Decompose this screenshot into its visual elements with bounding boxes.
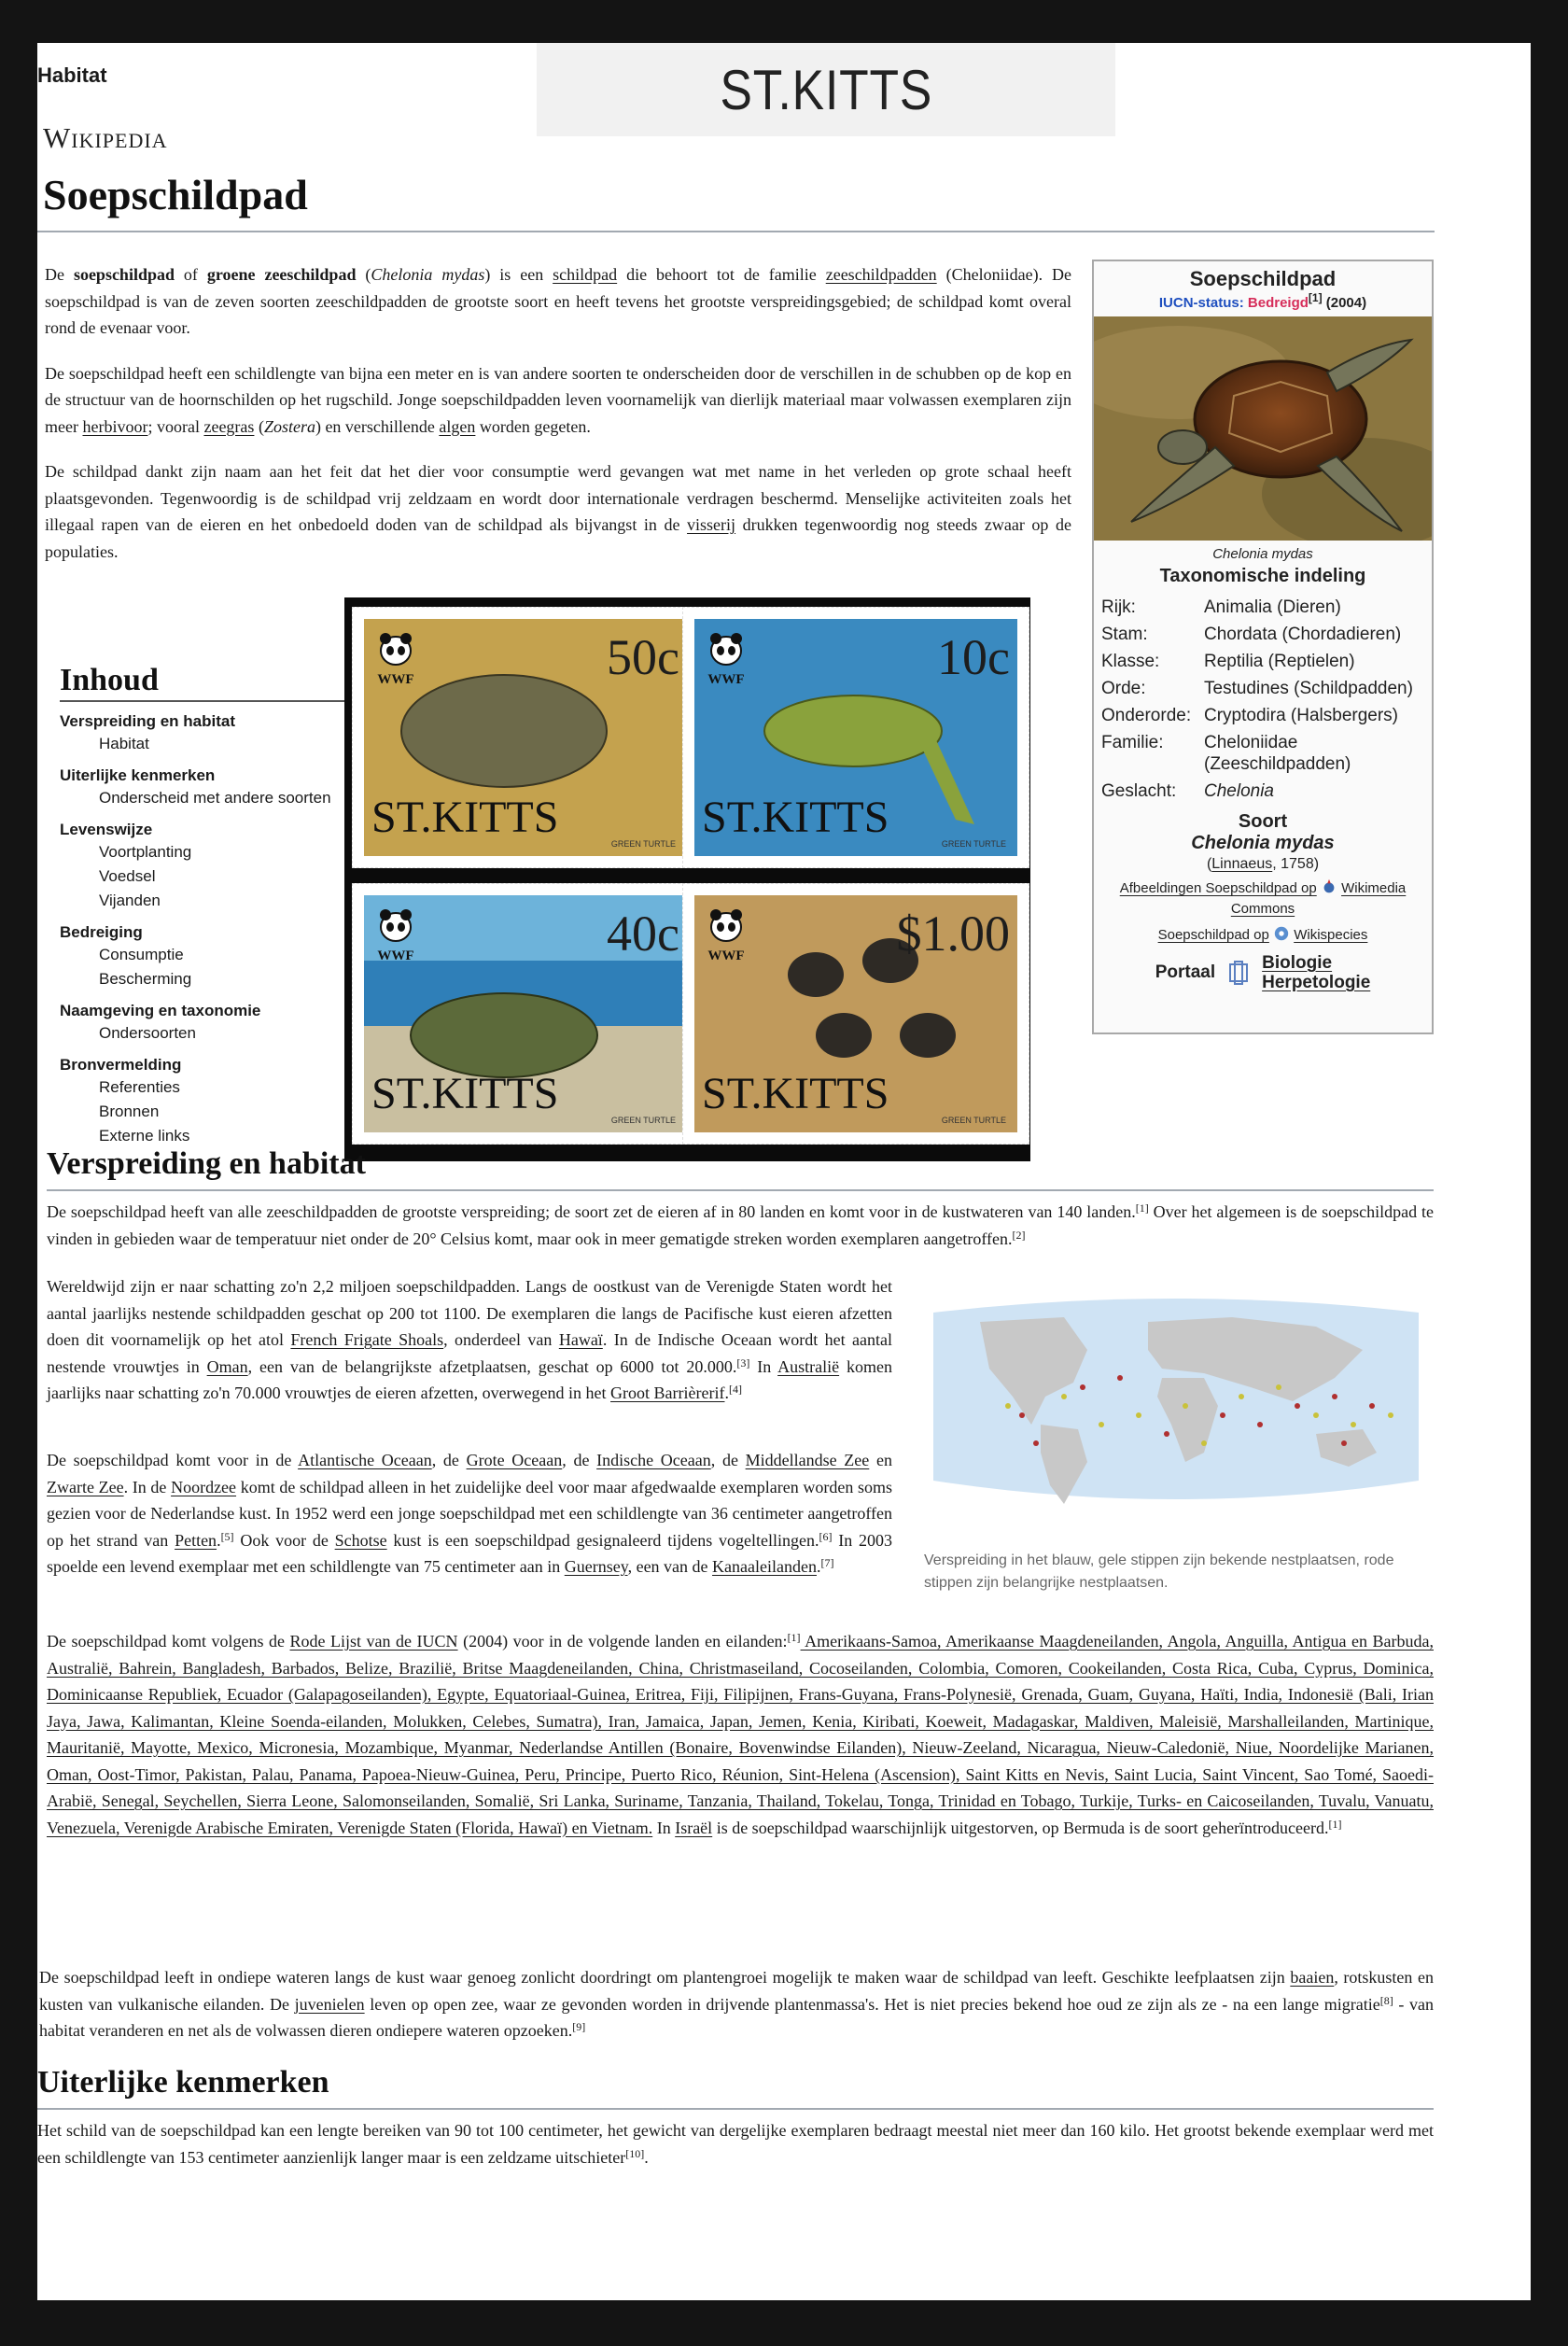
link-grote-oceaan[interactable]: Grote Oceaan: [466, 1451, 563, 1469]
toc-item[interactable]: Levenswijze: [60, 821, 153, 838]
intro-paragraph-1: De soepschildpad of groene zeeschildpad (Chelonia mydas) is een schildpad die behoort tot de familie zeeschildpadden (Cheloniidae). De soepschildpad is van de zeven soorten zeeschildpadden de grootste soort en heeft tevens het grootste verspreidingsgebied; de schildpad komt overal rond de evenaar voor.: [45, 265, 1071, 337]
verspreiding-paragraph-3: De soepschildpad komt voor in de Atlantische Oceaan, de Grote Oceaan, de Indische Oceaan, de Middellandse Zee en Zwarte Zee. In de Noordzee komt de schildpad alleen in het zuidelijke deel voor maar afgedwaalde exemplaren worden soms gezien voor de Nederlandse kust. In 1952 werd een jonge soepschildpad met een schildlengte van 36 centimeter aangetroffen op het strand van Petten.[5] Ook voor de Schotse kust is een soepschildpad gesignaleerd tijdens vogeltellingen.[6] In 2003 spoelde een levend exemplaar met een schildlengte van 75 centimeter aan in Guernsey, een van de Kanaaleilanden.[7]: [47, 1451, 893, 1576]
wikispecies-link[interactable]: Soepschildpad op Wikispecies: [1157, 927, 1368, 943]
toc-subitem[interactable]: Bescherming: [99, 970, 192, 988]
iucn-status: IUCN-status: Bedreigd[1] (2004): [1158, 291, 1367, 311]
link-juvenielen[interactable]: juvenielen: [294, 1994, 365, 2014]
toc-item[interactable]: Uiterlijke kenmerken: [60, 766, 216, 784]
link-bedreigd[interactable]: Bedreigd: [1247, 295, 1309, 311]
link-indische-oceaan[interactable]: Indische Oceaan: [596, 1451, 711, 1469]
link-baaien[interactable]: baaien: [1290, 1968, 1335, 1987]
stamp-value: 50c: [607, 629, 679, 685]
toc-item[interactable]: Verspreiding en habitat: [60, 712, 235, 730]
wikispecies-icon: [1273, 925, 1290, 942]
taxonomy-heading: Taxonomische indeling: [1159, 566, 1366, 586]
taxonomy-table: [1101, 597, 1432, 808]
toc-subitem[interactable]: Vijanden: [99, 892, 161, 909]
toc-subitem[interactable]: Bronnen: [99, 1103, 160, 1120]
taxonomy-row: [1101, 678, 1432, 705]
intro: [45, 261, 1071, 583]
page-title: Soepschildpad: [43, 171, 308, 218]
taxonomy-value[interactable]: Chordata (Chordadieren): [1204, 625, 1402, 644]
country-title: ST.KITTS: [720, 58, 932, 121]
toc-item[interactable]: Naamgeving en taxonomie: [60, 1002, 261, 1019]
uiterlijk-paragraph: Het schild van de soepschildpad kan een lengte bereiken van 90 tot 100 centimeter, het gewicht van dergelijke exemplaren bedraagt meestal niet meer dan 160 kilo. Het grootst bekende exemplaar werd met een schildlengte van 153 centimeter aanzienlijk langer maar is een zeldzame uitschieter[10].: [37, 2121, 1434, 2167]
taxonomy-value[interactable]: Cryptodira (Halsbergers): [1204, 706, 1399, 725]
taxonomy-rank: Orde:: [1101, 679, 1146, 698]
habitat-paragraph: De soepschildpad leeft in ondiepe wateren langs de kust waar genoeg zonlicht doordringt om plantengroei mogelijk te maken waar de schildpad van leeft. Geschikte leefplaatsen zijn baaien, rotskusten en kusten van vulkanische eilanden. De juvenielen leven op open zee, waar ze gevonden worden in drijvende plantenmassa's. Het is niet precies bekend hoe oud ze zijn als ze - na een lange migratie[8] - van habitat veranderen en net als de volwassen dieren ondiepere wateren opzoeken.[9]: [39, 1968, 1434, 2040]
country-list[interactable]: Amerikaans-Samoa, Amerikaanse Maagdeneilanden, Angola, Anguilla, Antigua en Barbuda, Australië, Bahrein, Bangladesh, Barbados, Belize, Brazilië, Britse Maagdeneilanden, China, Christmaseiland, Cocoseilanden, Colombia, Comoren, Cookeilanden, Costa Rica, Cuba, Cyprus, Dominica, Dominicaanse Republiek, Ecuador (Galapagoseilanden), Egypte, Equatoriaal-Guinea, Eritrea, Fiji, Filipijnen, Frans-Guyana, Frans-Polynesië, Grenada, Guam, Guyana, Haïti, India, Indonesië (Bali, Irian Jaya, Jawa, Kalimantan, Kleine Soenda-eilanden, Molukken, Celebes, Sumatra), Iran, Jamaica, Japan, Jemen, Kenia, Kiribati, Koeweit, Madagaskar, Maldiven, Maleisië, Marshalleilanden, Martinique, Mauritanië, Mayotte, Mexico, Micronesia, Mozambique, Myanmar, Nederlandse Antillen (Bonaire, Bovenwindse Eilanden), Nieuw-Zeeland, Nicaragua, Nieuw-Caledonië, Niue, Noordelijke Marianen, Oman, Oost-Timor, Pakistan, Palau, Panama, Papoea-Nieuw-Guinea, Peru, Principe, Puerto Rico, Réunion, Sint-Helena (Ascension), Saint Kitts en Nevis, Saint Lucia, Saint Vincent, Sao Tomé, Saoedi-Arabië, Senegal, Seychellen, Sierra Leone, Salomonseilanden, Somalië, Sri Lanka, Suriname, Tanzania, Thailand, Tokelau, Tonga, Trinidad en Tobago, Turkije, Turks- en Caicoseilanden, Tuvalu, Vanuatu, Venezuela, Verenigde Arabische Emiraten, Verenigde Staten (Florida, Hawaï) en Vietnam.: [47, 1632, 1434, 1837]
wwf-logo: WWF: [375, 630, 416, 688]
link-groot-barriererif[interactable]: Groot Barrièrerif: [610, 1384, 725, 1402]
verspreiding-paragraph-4: De soepschildpad komt volgens de Rode Lijst van de IUCN (2004) voor in de volgende landen en eilanden:[1] Amerikaans-Samoa, Amerikaanse Maagdeneilanden, Angola, Anguilla, Antigua en Barbuda, Australië, Bahrein, Bangladesh, Barbados, Belize, Brazilië, Britse Maagdeneilanden, China, Christmaseiland, Cocoseilanden, Colombia, Comoren, Cookeilanden, Costa Rica, Cuba, Cyprus, Dominica, Dominicaanse Republiek, Ecuador (Galapagoseilanden), Egypte, Equatoriaal-Guinea, Eritrea, Fiji, Filipijnen, Frans-Guyana, Frans-Polynesië, Grenada, Guam, Guyana, Haïti, India, Indonesië (Bali, Irian Jaya, Jawa, Kalimantan, Kleine Soenda-eilanden, Molukken, Celebes, Sumatra), Iran, Jamaica, Japan, Jemen, Kenia, Kiribati, Koeweit, Madagaskar, Maldiven, Maleisië, Marshalleilanden, Martinique, Mauritanië, Mayotte, Mexico, Micronesia, Mozambique, Myanmar, Nederlandse Antillen (Bonaire, Bovenwindse Eilanden), Nieuw-Zeeland, Nicaragua, Nieuw-Caledonië, Niue, Noordelijke Marianen, Oman, Oost-Timor, Pakistan, Palau, Panama, Papoea-Nieuw-Guinea, Peru, Principe, Puerto Rico, Réunion, Sint-Helena (Ascension), Saint Kitts en Nevis, Saint Lucia, Saint Vincent, Sao Tomé, Saoedi-Arabië, Senegal, Seychellen, Sierra Leone, Salomonseilanden, Somalië, Sri Lanka, Suriname, Tanzania, Thailand, Tokelau, Tonga, Trinidad en Tobago, Turkije, Turks- en Caicoseilanden, Tuvalu, Vanuatu, Venezuela, Verenigde Arabische Emiraten, Verenigde Staten (Florida, Hawaï) en Vietnam. In Israël is de soepschildpad waarschijnlijk uitgestorven, op Bermuda is de soort geherïntroduceerd.[1]: [47, 1631, 1434, 1837]
link-herbivoor[interactable]: herbivoor: [82, 416, 148, 436]
stamp: [352, 883, 699, 1145]
taxonomy-rank: Onderorde:: [1101, 706, 1192, 725]
stamp: [352, 607, 699, 868]
section-divider: [37, 2108, 1434, 2110]
link-french-frigate-shoals[interactable]: French Frigate Shoals: [290, 1330, 444, 1349]
portal-links: [1094, 953, 1432, 992]
taxonomy-value[interactable]: Cheloniidae (Zeeschildpadden): [1204, 733, 1351, 774]
infobox-title: Soepschildpad: [1189, 267, 1337, 290]
stamp-country: ST.KITTS: [371, 1069, 559, 1118]
wikimedia-commons-icon: [1321, 878, 1337, 895]
toc-subitem[interactable]: Habitat: [99, 735, 149, 752]
stamp-value: 10c: [937, 629, 1010, 685]
portal-label: Portaal: [1155, 962, 1216, 982]
link-zwarte-zee[interactable]: Zwarte Zee: [47, 1477, 124, 1496]
taxonomy-rank: Klasse:: [1101, 652, 1160, 671]
photo-caption: Chelonia mydas: [1212, 546, 1313, 562]
stamp: [682, 607, 1029, 868]
subsection-heading-habitat: Habitat: [37, 63, 107, 87]
table-of-contents: [60, 663, 382, 1148]
map-caption: Verspreiding in het blauw, gele stippen zijn bekende nestplaatsen, rode stippen zijn belangrijke nestplaatsen.: [924, 1552, 1394, 1591]
link-zeeschildpadden[interactable]: zeeschildpadden: [825, 265, 937, 284]
intro-paragraph-3: De schildpad dankt zijn naam aan het feit dat het dier voor consumptie werd gevangen wat met name in het verleden op grote schaal heeft plaatsgevonden. Tegenwoordig is de schildpad vrij zeldzaam en wordt door internationale verdragen beschermd. Menselijke activiteiten zoals het illegaal rapen van de eieren en het onbedoeld doden van de schildpad als bijvangst in de visserij drukken tegenwoordig nog steeds zwaar op de populaties.: [45, 462, 1071, 561]
taxonomy-value[interactable]: Testudines (Schildpadden): [1204, 679, 1413, 698]
soort-heading: Soort: [1238, 811, 1288, 832]
taxonomy-row: [1101, 732, 1432, 780]
title-divider: [37, 231, 1435, 232]
toc-item[interactable]: Bronvermelding: [60, 1056, 182, 1074]
taxonomy-rank: Familie:: [1101, 733, 1164, 752]
toc-subitem[interactable]: Consumptie: [99, 946, 184, 963]
link-schildpad[interactable]: schildpad: [553, 265, 618, 284]
verspreiding-paragraph-1: De soepschildpad heeft van alle zeeschildpadden de grootste verspreiding; de soort zet de eieren af in 80 landen en komt voor in de kustwateren van 140 landen.[1] Over het algemeen is de soepschildpad te vinden in gebieden waar de temperatuur niet onder de 20° Celsius komt, maar ook in meer gematigde streken worden exemplaren aangetroffen.[2]: [47, 1201, 1434, 1248]
toc-title: Inhoud: [60, 663, 159, 697]
stamp-caption: GREEN TURTLE: [941, 839, 1006, 849]
stamp-country: ST.KITTS: [702, 1069, 889, 1118]
toc-subitem[interactable]: Voortplanting: [99, 843, 192, 861]
taxonomy-rank: Stam:: [1101, 625, 1148, 644]
stamp-country: ST.KITTS: [702, 793, 889, 842]
turtle-photo: [1094, 316, 1432, 541]
taxonomy-value[interactable]: Chelonia: [1204, 781, 1274, 801]
infobox: [1092, 260, 1434, 1034]
taxonomy-rank: Rijk:: [1101, 597, 1136, 617]
intro-paragraph-2: De soepschildpad heeft een schildlengte van bijna een meter en is van andere soorten te onderscheiden door de verschillen in de schubben op de kop en de structuur van de hoornschilden op het rugschild. Jonge soepschildpadden leven voornamelijk van dierlijk materiaal maar volwassen exemplaren zijn meer herbivoor; vooral zeegras (Zostera) en verschillende algen worden gegeten.: [45, 363, 1071, 436]
distribution-map: [924, 1285, 1428, 1527]
toc-subitem[interactable]: Ondersoorten: [99, 1024, 196, 1042]
album-page: [37, 43, 1531, 2300]
toc-subitem[interactable]: Externe links: [99, 1127, 190, 1145]
link-schotse[interactable]: Schotse: [334, 1530, 387, 1550]
taxonomy-row: [1101, 597, 1432, 624]
link-hawaii[interactable]: Hawaï: [558, 1330, 603, 1349]
portal-icon: [1226, 961, 1251, 985]
wikipedia-logo: Wikipedia: [43, 121, 168, 154]
link-atlantische-oceaan[interactable]: Atlantische Oceaan: [298, 1451, 432, 1469]
link-guernsey[interactable]: Guernsey: [564, 1557, 628, 1576]
taxonomy-value[interactable]: Animalia (Dieren): [1204, 597, 1341, 617]
section-divider: [47, 1189, 1434, 1191]
stamp-value: 40c: [607, 906, 679, 962]
taxonomy-value[interactable]: Reptilia (Reptielen): [1204, 652, 1355, 671]
link-portal-herpetologie[interactable]: Herpetologie: [1262, 973, 1371, 992]
taxonomy-row: [1101, 624, 1432, 651]
country-header: [537, 43, 1115, 136]
stamp-country: ST.KITTS: [371, 793, 559, 842]
section-heading-uiterlijk: Uiterlijke kenmerken: [37, 2065, 329, 2100]
link-noordzee[interactable]: Noordzee: [171, 1477, 237, 1496]
taxonomy-row: [1101, 651, 1432, 678]
toc-subitem[interactable]: Voedsel: [99, 867, 156, 885]
link-algen[interactable]: algen: [439, 416, 476, 436]
toc-item[interactable]: Bedreiging: [60, 923, 143, 941]
stamp-caption: GREEN TURTLE: [610, 1116, 676, 1125]
link-kanaaleilanden[interactable]: Kanaaleilanden: [712, 1557, 817, 1576]
stamp-value: $1.00: [896, 906, 1010, 962]
taxonomy-row: [1101, 780, 1432, 808]
link-oman[interactable]: Oman: [206, 1356, 248, 1376]
verspreiding-paragraph-2: Wereldwijd zijn er naar schatting zo'n 2,2 miljoen soepschildpadden. Langs de oostkust van de Verenigde Staten wordt het aantal jaarlijks nestende schildpadden geschat op 200 tot 1100. De exemplaren die langs de Pacifische kust eieren afzetten doen dit voornamelijk op het atol French Frigate Shoals, onderdeel van Hawaï. In de Indische Oceaan wordt het aantal nestende vrouwtjes in Oman, een van de belangrijkste afzetplaatsen, geschat op 6000 tot 20.000.[3] In Australië komen jaarlijks naar schatting zo'n 70.000 vrouwtjes de eieren afzetten, overwegend in het Groot Barrièrerif.[4]: [47, 1277, 893, 1402]
stamp-set: [344, 597, 1030, 1161]
wwf-logo: WWF: [706, 906, 747, 964]
toc-subitem[interactable]: Referenties: [99, 1078, 180, 1096]
link-visserij[interactable]: visserij: [687, 515, 736, 534]
link-linnaeus[interactable]: Linnaeus: [1211, 856, 1273, 872]
toc-subitem[interactable]: Onderscheid met andere soorten: [99, 789, 331, 807]
link-zeegras[interactable]: zeegras: [203, 416, 255, 436]
link-australie[interactable]: Australië: [777, 1356, 840, 1376]
wwf-logo: WWF: [375, 906, 416, 964]
link-portal-biologie[interactable]: Biologie: [1262, 953, 1333, 973]
toc-divider: [60, 700, 382, 702]
stamp: [682, 883, 1029, 1145]
wwf-logo: WWF: [706, 630, 747, 688]
commons-link[interactable]: Afbeeldingen Soepschildpad op Wikimedia Commons: [1119, 880, 1407, 917]
link-rode-lijst[interactable]: Rode Lijst van de IUCN: [289, 1632, 458, 1651]
link-petten[interactable]: Petten: [175, 1530, 217, 1550]
link-middellandse-zee[interactable]: Middellandse Zee: [745, 1451, 870, 1469]
stamp-caption: GREEN TURTLE: [941, 1116, 1006, 1125]
species-name: Chelonia mydas: [1191, 833, 1335, 853]
stamp-caption: GREEN TURTLE: [610, 839, 676, 849]
taxonomy-row: [1101, 705, 1432, 732]
taxonomy-rank: Geslacht:: [1101, 781, 1177, 801]
species-authority: (Linnaeus, 1758): [1206, 856, 1320, 872]
link-israel[interactable]: Israël: [675, 1818, 713, 1837]
section-heading-verspreiding: Verspreiding en habitat: [47, 1146, 366, 1181]
